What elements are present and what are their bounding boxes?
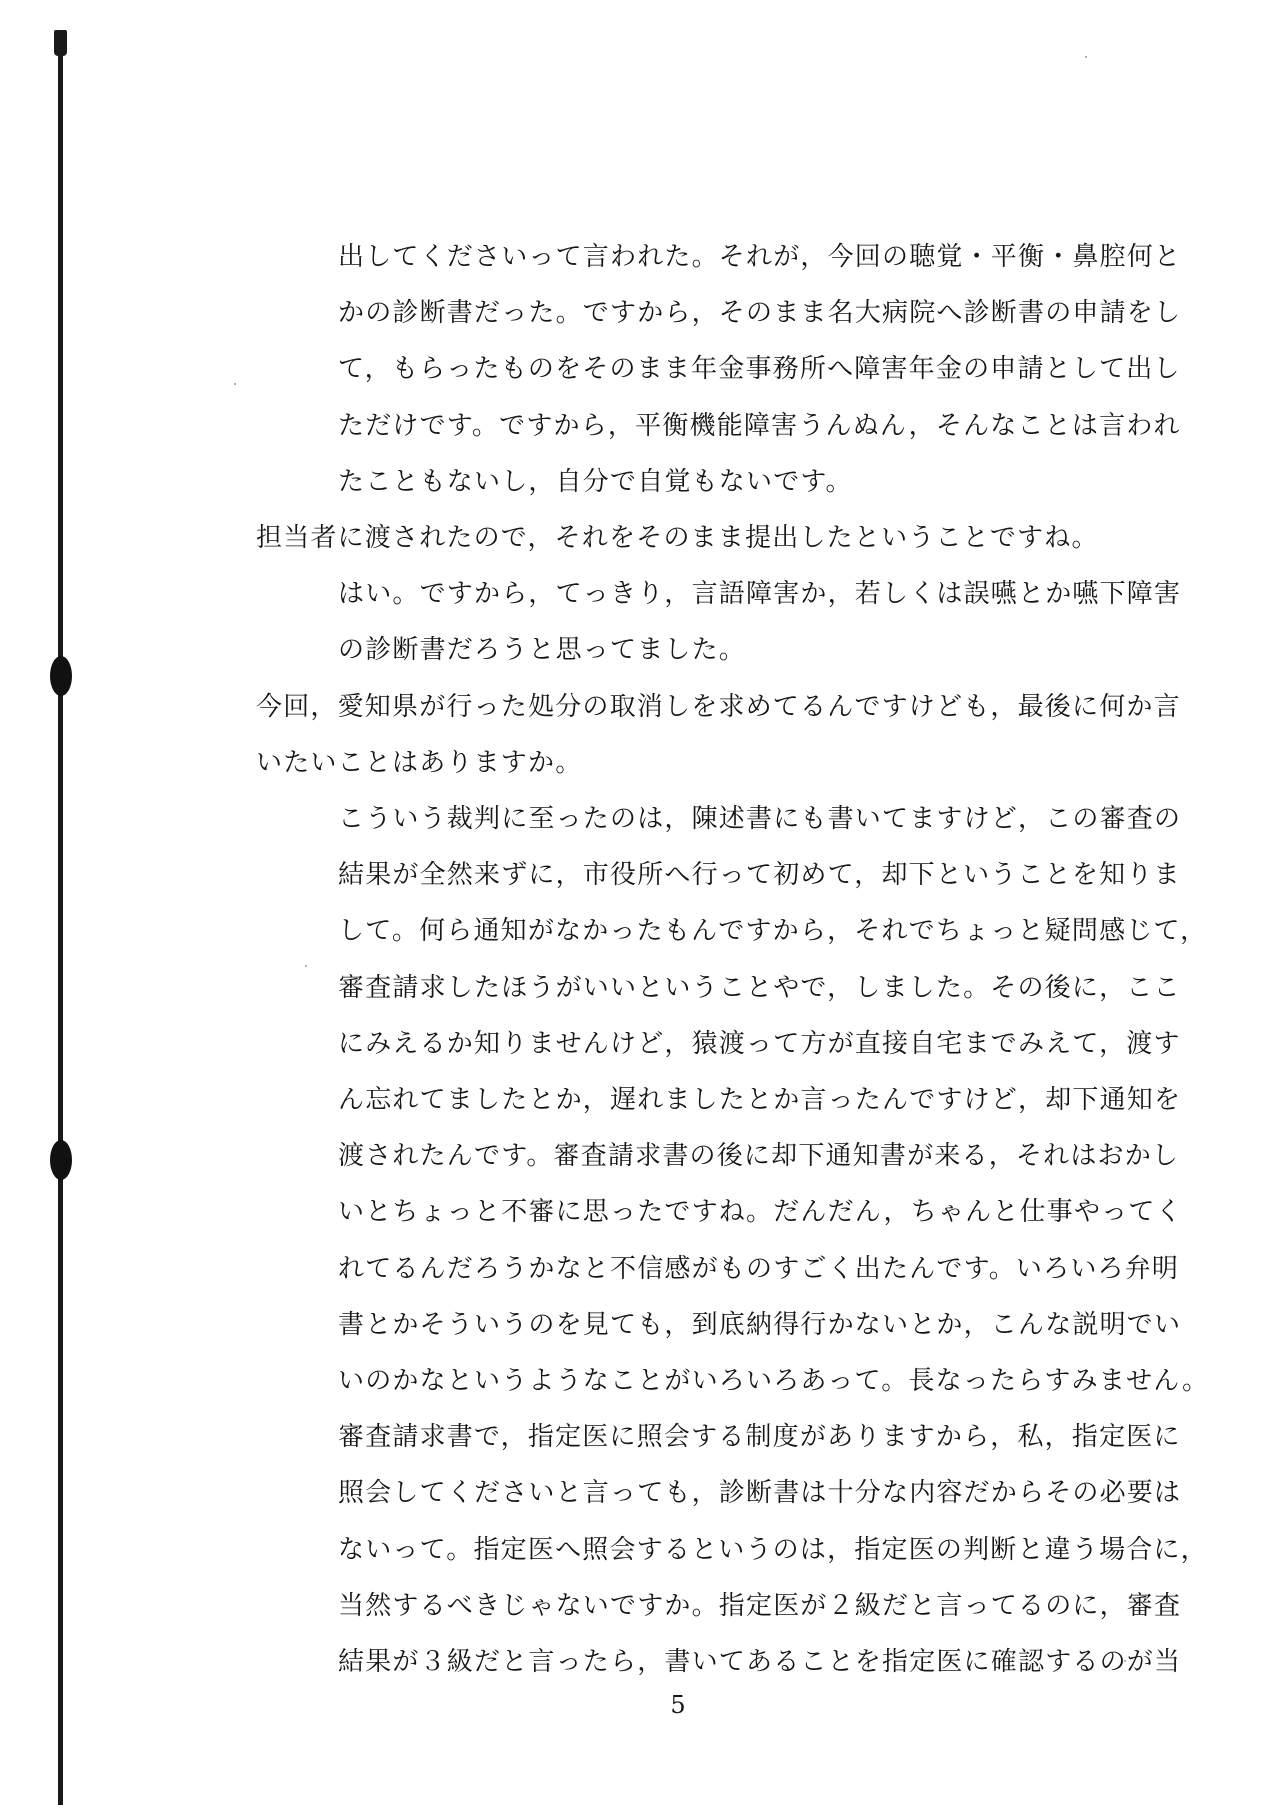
binding-margin-line: [58, 30, 63, 1805]
answer-line: かの診断書だった。ですから，そのまま名大病院へ診断書の申請をし: [338, 298, 1182, 328]
question-line: いたいことはありますか。: [256, 748, 583, 778]
answer-line: 結果が全然来ずに，市役所へ行って初めて，却下ということを知りま: [338, 860, 1181, 890]
answer-line: して。何ら通知がなかったもんですから，それでちょっと疑問感じて，: [338, 916, 1208, 946]
question-line: 担当者に渡されたので，それをそのまま提出したということですね。: [256, 523, 1099, 553]
answer-line: て，もらったものをそのまま年金事務所へ障害年金の申請として出し: [338, 354, 1181, 384]
scan-speck: [305, 965, 307, 967]
page-number: 5: [670, 1691, 686, 1719]
answer-line: ただけです。ですから，平衡機能障害うんぬん，そんなことは言われ: [338, 411, 1181, 441]
answer-line: 書とかそういうのを見ても，到底納得行かないとか，こんな説明でい: [338, 1310, 1182, 1340]
answer-line: ないって。指定医へ照会するというのは，指定医の判断と違う場合に，: [338, 1535, 1208, 1565]
answer-line: 出してくださいって言われた。それが，今回の聴覚・平衡・鼻腔何と: [338, 242, 1182, 272]
question-line: 今回，愛知県が行った処分の取消しを求めてるんですけども，最後に何か言: [256, 692, 1181, 722]
scan-speck: [1085, 56, 1087, 58]
answer-line: 結果が３級だと言ったら，書いてあることを指定医に確認するのが当: [338, 1647, 1182, 1677]
answer-line: 照会してくださいと言っても，診断書は十分な内容だからその必要は: [338, 1478, 1182, 1508]
answer-line: 当然するべきじゃないですか。指定医が２級だと言ってるのに，審査: [338, 1591, 1182, 1621]
answer-line: れてるんだろうかなと不信感がものすごく出たんです。いろいろ弁明: [338, 1254, 1180, 1284]
answer-line: いとちょっと不審に思ったですね。だんだん，ちゃんと仕事やってく: [338, 1197, 1183, 1227]
punch-hole: [50, 1140, 72, 1180]
answer-line: 渡されたんです。審査請求書の後に却下通知書が来る，それはおかし: [338, 1141, 1180, 1171]
answer-line: 審査請求書で，指定医に照会する制度がありますから，私，指定医に: [338, 1422, 1181, 1452]
answer-line: 審査請求したほうがいいということやで，しました。その後に，ここ: [338, 973, 1181, 1003]
punch-hole: [50, 656, 72, 696]
answer-line: にみえるか知りませんけど，猿渡って方が直接自宅までみえて，渡す: [338, 1029, 1181, 1059]
answer-line: ん忘れてましたとか，遅れましたとか言ったんですけど，却下通知を: [338, 1085, 1182, 1115]
answer-line: こういう裁判に至ったのは，陳述書にも書いてますけど，この審査の: [338, 804, 1182, 834]
scan-speck: [234, 383, 236, 385]
answer-line: いのかなというようなことがいろいろあって。長なったらすみません。: [338, 1366, 1210, 1396]
answer-line: はい。ですから，てっきり，言語障害か，若しくは誤嚥とか嚥下障害: [338, 579, 1182, 609]
answer-line: たこともないし，自分で自覚もないです。: [338, 467, 853, 497]
answer-line: の診断書だろうと思ってました。: [338, 635, 747, 665]
